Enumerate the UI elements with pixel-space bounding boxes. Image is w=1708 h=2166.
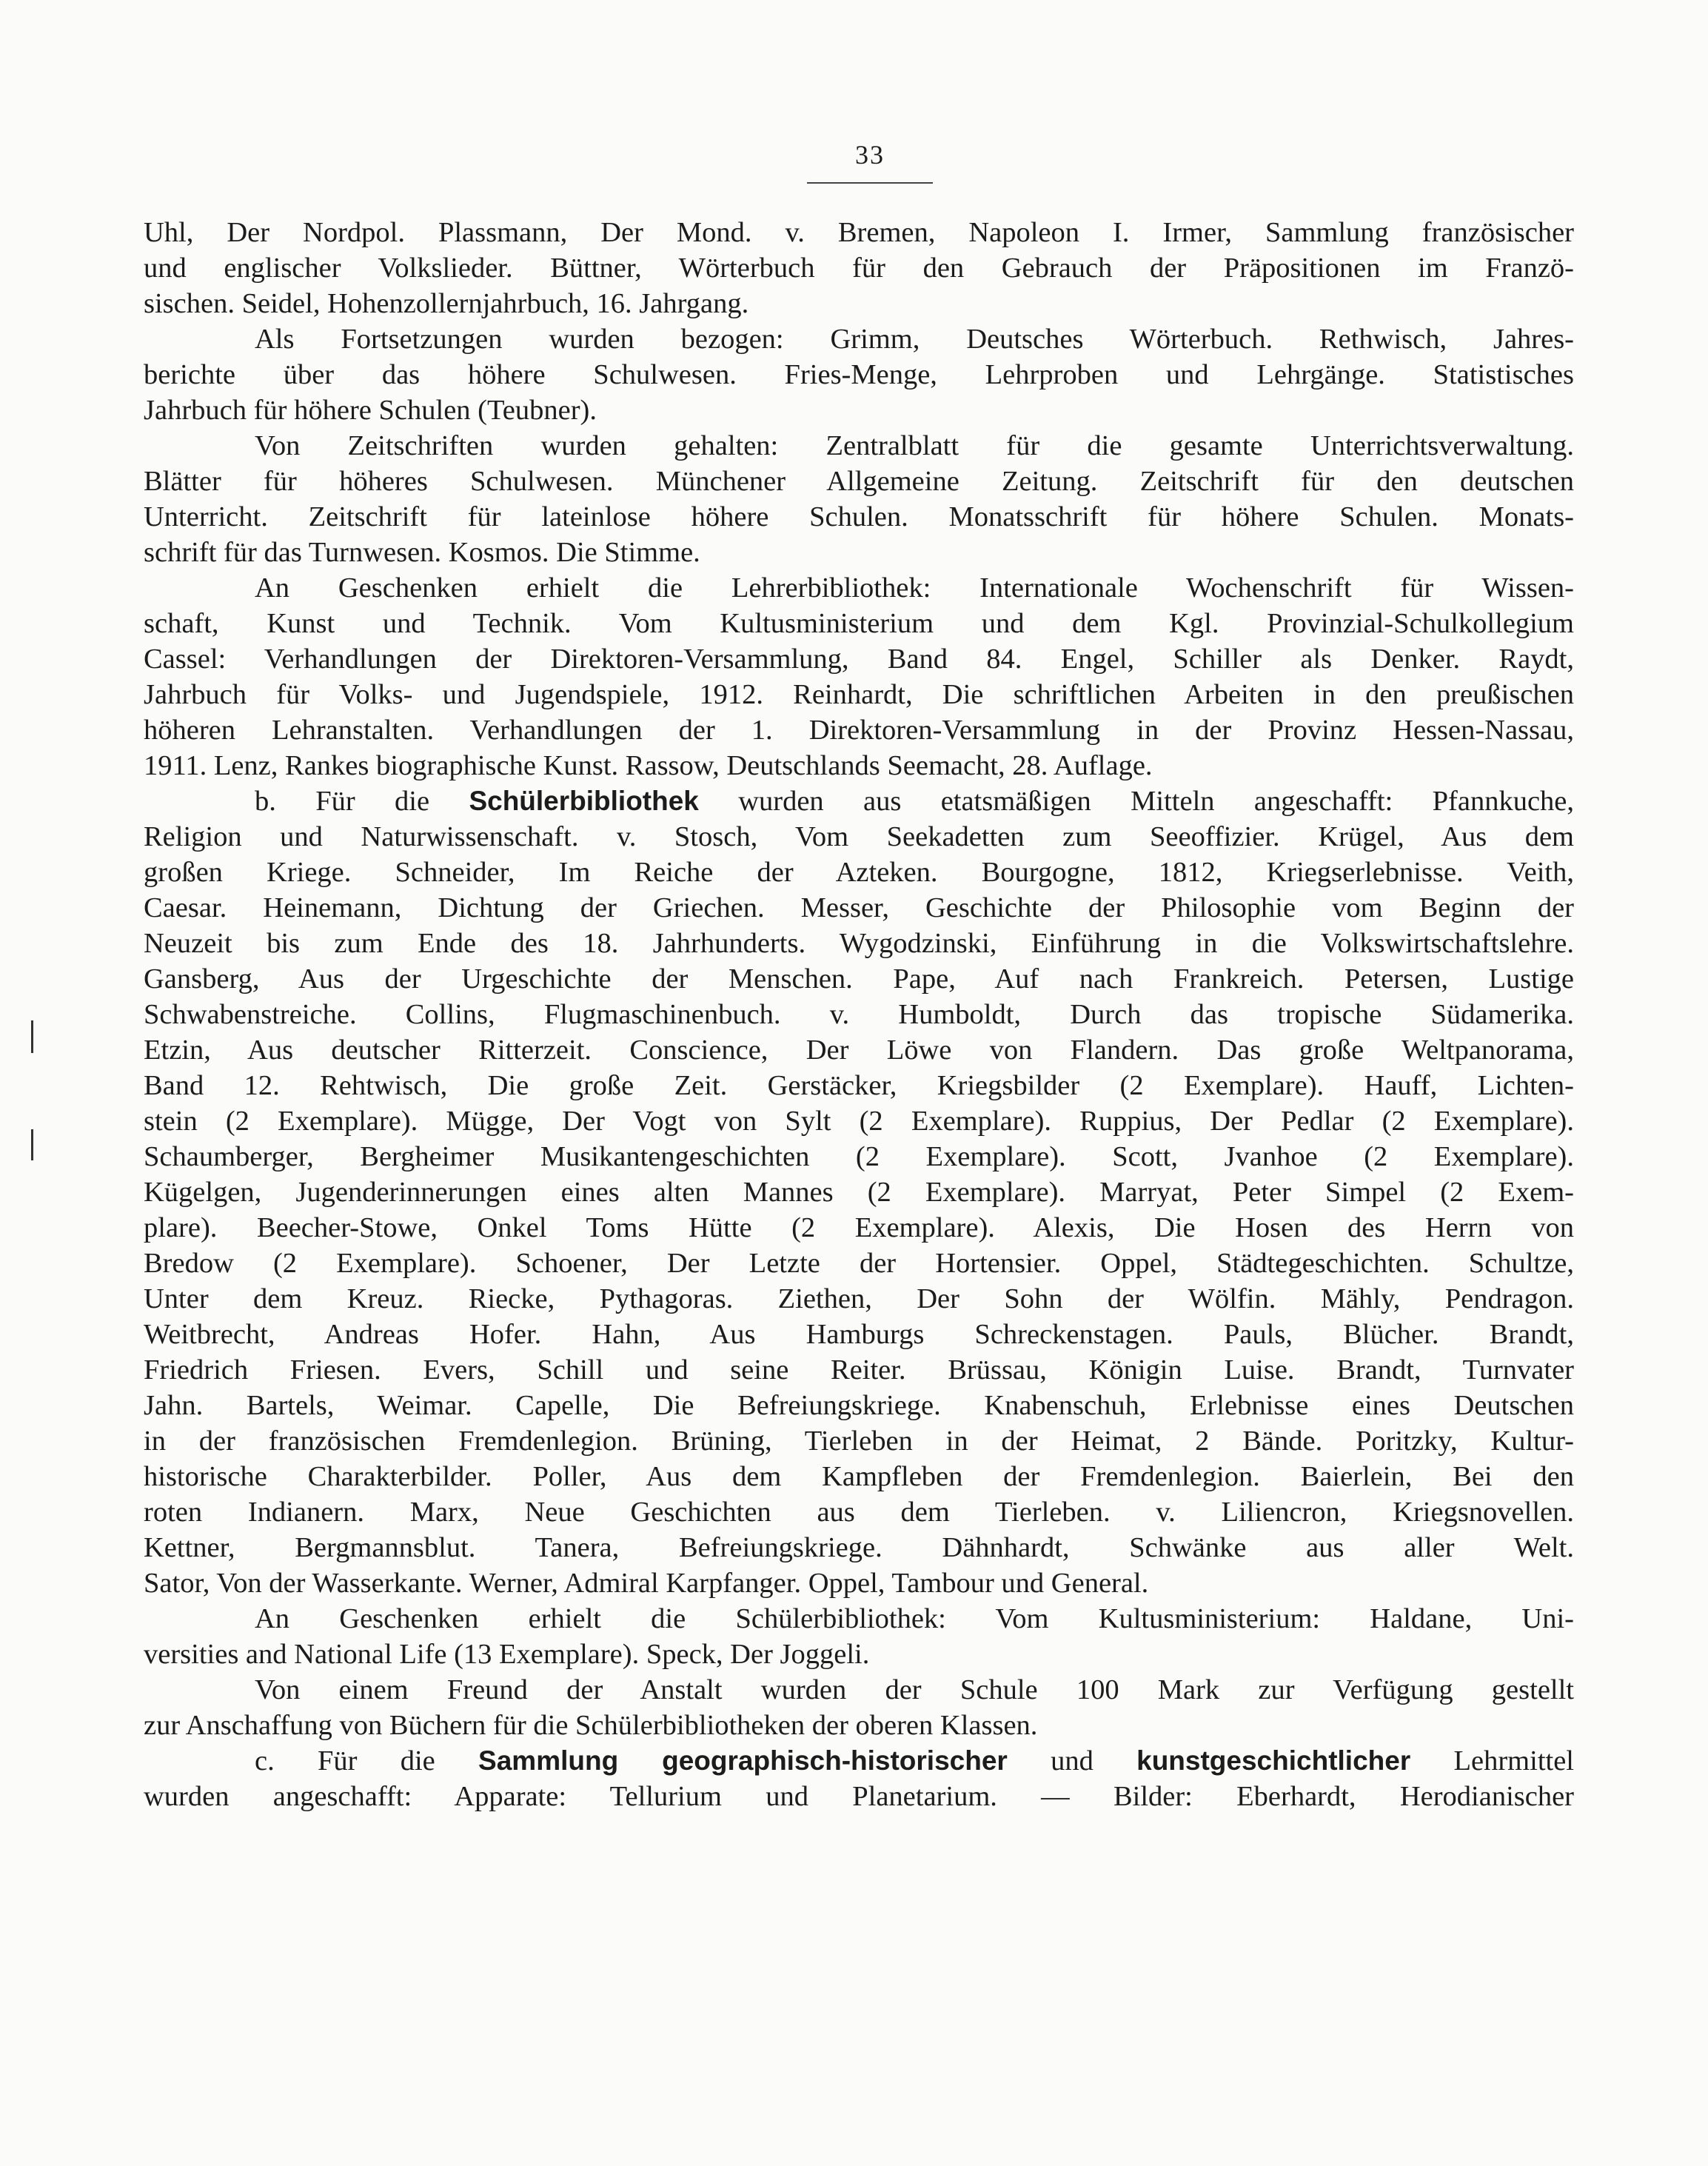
text-line: roten Indianern. Marx, Neue Geschichten aus dem Tierleben. v. Liliencron, Kriegsnovellen. [144, 1497, 1574, 1528]
page-number: 33 [855, 140, 885, 170]
text-line: c. Für die Sammlung geographisch-historischer und kunstgeschichtlicher Lehrmittel [255, 1745, 1575, 1776]
text-line: Kügelgen, Jugenderinnerungen eines alten Mannes (2 Exemplare). Marryat, Peter Simpel (2 Exem- [144, 1177, 1574, 1208]
text-line: Jahn. Bartels, Weimar. Capelle, Die Befreiungskriege. Knabenschuh, Erlebnisse eines Deutschen [144, 1390, 1574, 1421]
text-line: Jahrbuch für höhere Schulen (Teubner). [144, 395, 597, 426]
text-line: Friedrich Friesen. Evers, Schill und seine Reiter. Brüssau, Königin Luise. Brandt, Turnvater [144, 1354, 1574, 1385]
text-line: Unter dem Kreuz. Riecke, Pythagoras. Ziethen, Der Sohn der Wölfin. Mähly, Pendragon. [144, 1283, 1574, 1314]
text-line: 1911. Lenz, Rankes biographische Kunst. Rassow, Deutschlands Seemacht, 28. Auflage. [144, 750, 1153, 781]
text-line: versities and National Life (13 Exemplare). Speck, Der Joggeli. [144, 1639, 870, 1670]
margin-mark-1 [31, 1020, 33, 1053]
text-line: Caesar. Heinemann, Dichtung der Griechen. Messer, Geschichte der Philosophie vom Beginn der [144, 892, 1574, 923]
text-line: Sator, Von der Wasserkante. Werner, Admiral Karpfanger. Oppel, Tambour und General. [144, 1568, 1149, 1599]
text-line: Neuzeit bis zum Ende des 18. Jahrhunderts. Wygodzinski, Einführung in die Volkswirtschaftslehre. [144, 928, 1574, 959]
header-rule [807, 182, 933, 184]
text-line: sischen. Seidel, Hohenzollernjahrbuch, 16. Jahrgang. [144, 288, 749, 319]
text-line: Kettner, Bergmannsblut. Tanera, Befreiungskriege. Dähnhardt, Schwänke aus aller Welt. [144, 1532, 1574, 1563]
text-line: berichte über das höhere Schulwesen. Fries-Menge, Lehrproben und Lehrgänge. Statistisches [144, 359, 1574, 390]
text-line: und englischer Volkslieder. Büttner, Wörterbuch für den Gebrauch der Präpositionen im Franzö- [144, 253, 1574, 284]
text-line: Jahrbuch für Volks- und Jugendspiele, 1912. Reinhardt, Die schriftlichen Arbeiten in den preußischen [144, 679, 1574, 710]
text-line: zur Anschaffung von Büchern für die Schülerbibliotheken der oberen Klassen. [144, 1710, 1038, 1741]
text-line: Schwabenstreiche. Collins, Flugmaschinenbuch. v. Humboldt, Durch das tropische Südamerika. [144, 999, 1574, 1030]
text-line: Weitbrecht, Andreas Hofer. Hahn, Aus Hamburgs Schreckenstagen. Pauls, Blücher. Brandt, [144, 1319, 1574, 1350]
text-line: Gansberg, Aus der Urgeschichte der Menschen. Pape, Auf nach Frankreich. Petersen, Lustige [144, 963, 1574, 995]
text-line: Schaumberger, Bergheimer Musikantengeschichten (2 Exemplare). Scott, Jvanhoe (2 Exemplare). [144, 1141, 1574, 1172]
text-line: An Geschenken erhielt die Schülerbibliothek: Vom Kultusministerium: Haldane, Uni- [255, 1603, 1574, 1634]
text-line: Von einem Freund der Anstalt wurden der Schule 100 Mark zur Verfügung gestellt [255, 1674, 1574, 1705]
text-line: Etzin, Aus deutscher Ritterzeit. Conscience, Der Löwe von Flandern. Das große Weltpanorama, [144, 1034, 1574, 1066]
text-line: Als Fortsetzungen wurden bezogen: Grimm, Deutsches Wörterbuch. Rethwisch, Jahres- [255, 324, 1574, 355]
text-line: plare). Beecher-Stowe, Onkel Toms Hütte (2 Exemplare). Alexis, Die Hosen des Herrn von [144, 1212, 1574, 1243]
text-line: wurden angeschafft: Apparate: Tellurium und Planetarium. — Bilder: Eberhardt, Herodianischer [144, 1781, 1574, 1812]
text-line: Religion und Naturwissenschaft. v. Stosch, Vom Seekadetten zum Seeoffizier. Krügel, Aus dem [144, 821, 1574, 852]
text-line: historische Charakterbilder. Poller, Aus dem Kampfleben der Fremdenlegion. Baierlein, Bei den [144, 1461, 1574, 1492]
text-line: An Geschenken erhielt die Lehrerbibliothek: Internationale Wochenschrift für Wissen- [255, 572, 1574, 604]
body-text [144, 215, 1574, 1814]
text-line: b. Für die Schülerbibliothek wurden aus etatsmäßigen Mitteln angeschafft: Pfannkuche, [255, 786, 1574, 817]
text-line: höheren Lehranstalten. Verhandlungen der 1. Direktoren-Versammlung in der Provinz Hessen-Nassau, [144, 715, 1574, 746]
text-line: in der französischen Fremdenlegion. Brüning, Tierleben in der Heimat, 2 Bände. Poritzky, Kultur- [144, 1425, 1574, 1457]
text-line: stein (2 Exemplare). Mügge, Der Vogt von Sylt (2 Exemplare). Ruppius, Der Pedlar (2 Exemplare). [144, 1106, 1574, 1137]
text-line: schaft, Kunst und Technik. Vom Kultusministerium und dem Kgl. Provinzial-Schulkollegium [144, 608, 1574, 639]
text-line: schrift für das Turnwesen. Kosmos. Die Stimme. [144, 537, 700, 568]
text-line: großen Kriege. Schneider, Im Reiche der Azteken. Bourgogne, 1812, Kriegserlebnisse. Veith, [144, 857, 1574, 888]
text-line: Unterricht. Zeitschrift für lateinlose höhere Schulen. Monatsschrift für höhere Schulen. Monats- [144, 501, 1574, 532]
text-line: Blätter für höheres Schulwesen. Münchener Allgemeine Zeitung. Zeitschrift für den deutschen [144, 466, 1574, 497]
text-line: Von Zeitschriften wurden gehalten: Zentralblatt für die gesamte Unterrichtsverwaltung. [255, 430, 1574, 461]
text-line: Uhl, Der Nordpol. Plassmann, Der Mond. v. Bremen, Napoleon I. Irmer, Sammlung französischer [144, 217, 1574, 248]
text-line: Bredow (2 Exemplare). Schoener, Der Letzte der Hortensier. Oppel, Städtegeschichten. Schultze, [144, 1248, 1574, 1279]
text-line: Band 12. Rehtwisch, Die große Zeit. Gerstäcker, Kriegsbilder (2 Exemplare). Hauff, Lichten- [144, 1070, 1574, 1101]
text-line: Cassel: Verhandlungen der Direktoren-Versammlung, Band 84. Engel, Schiller als Denker. Raydt, [144, 644, 1574, 675]
margin-mark-2 [31, 1129, 33, 1160]
